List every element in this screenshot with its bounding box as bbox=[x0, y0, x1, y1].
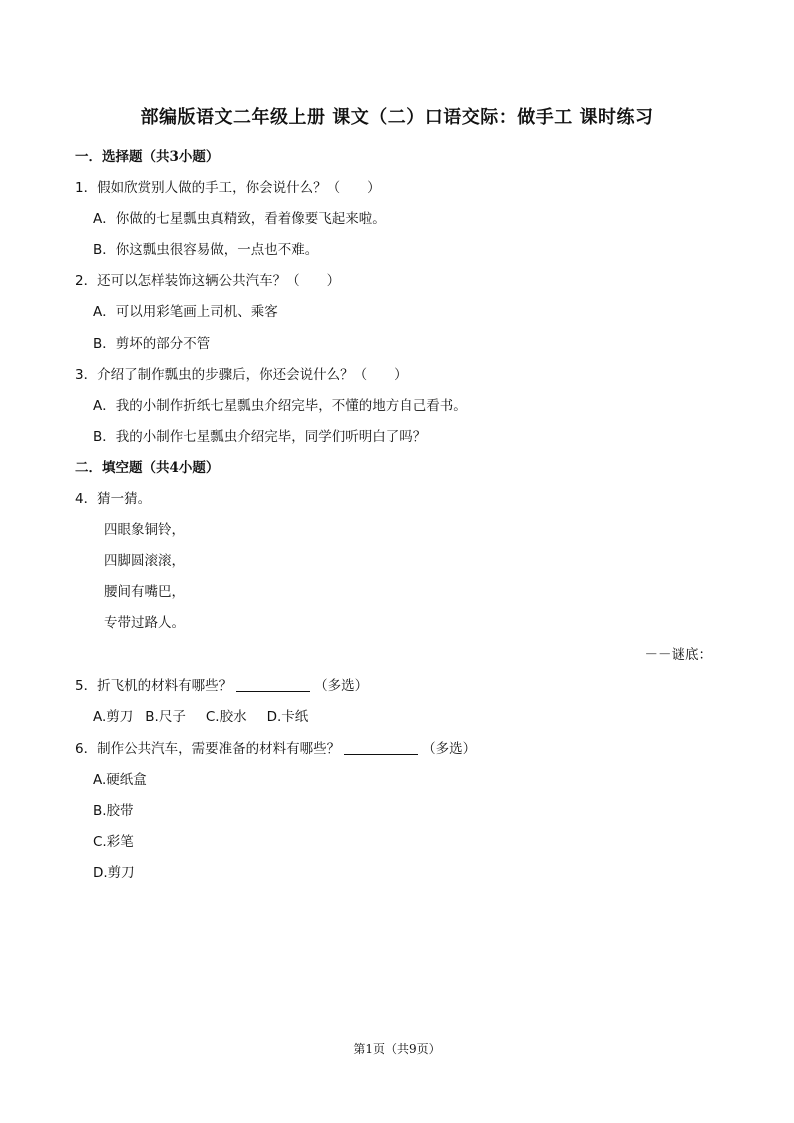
question-3-option-a: A．我的小制作折纸七星瓢虫介绍完毕，不懂的地方自己看书。 bbox=[93, 398, 467, 414]
riddle-line-2: 四脚圆滚滚， bbox=[104, 553, 185, 569]
question-6-option-d: D.剪刀 bbox=[93, 865, 135, 881]
question-2-option-b: B．剪坏的部分不管 bbox=[93, 336, 211, 352]
question-6-option-c: C.彩笔 bbox=[93, 834, 134, 850]
riddle-line-4: 专带过路人。 bbox=[104, 615, 185, 631]
question-6-note: （多选） bbox=[422, 741, 477, 757]
answer-blank[interactable] bbox=[344, 741, 418, 755]
question-2-option-a: A．可以用彩笔画上司机、乘客 bbox=[93, 304, 278, 320]
answer-blank[interactable] bbox=[236, 678, 310, 692]
question-5-option-d: D.卡纸 bbox=[266, 709, 309, 725]
document-title: 部编版语文二年级上册 课文（二）口语交际：做手工 课时练习 bbox=[140, 107, 654, 128]
question-6-option-a: A.硬纸盒 bbox=[93, 772, 147, 788]
question-1-stem: 1．假如欣赏别人做的手工，你会说什么？（ ） bbox=[75, 180, 381, 196]
question-5-options bbox=[93, 705, 308, 725]
riddle-answer-label: －－谜底： bbox=[644, 647, 712, 663]
question-5-note: （多选） bbox=[314, 678, 369, 694]
question-6-option-b: B.胶带 bbox=[93, 803, 134, 819]
page-footer: 第1页（共9页） bbox=[353, 1042, 441, 1056]
section-heading-fill: 二．填空题（共4小题） bbox=[75, 460, 220, 476]
question-5-option-b: B.尺子 bbox=[145, 709, 186, 725]
riddle-line-1: 四眼象铜铃， bbox=[104, 522, 185, 538]
question-1-option-b: B．你这瓢虫很容易做，一点也不难。 bbox=[93, 242, 319, 258]
question-5-stem: 5．折飞机的材料有哪些？ bbox=[75, 678, 233, 694]
question-5-line bbox=[75, 674, 368, 694]
question-6-line bbox=[75, 737, 476, 757]
question-2-stem: 2．还可以怎样装饰这辆公共汽车？（ ） bbox=[75, 273, 341, 289]
question-3-option-b: B．我的小制作七星瓢虫介绍完毕，同学们听明白了吗？ bbox=[93, 429, 427, 445]
question-6-stem: 6．制作公共汽车，需要准备的材料有哪些？ bbox=[75, 741, 341, 757]
section-heading-choice: 一．选择题（共3小题） bbox=[75, 149, 220, 165]
question-3-stem: 3．介绍了制作瓢虫的步骤后，你还会说什么？（ ） bbox=[75, 367, 408, 383]
riddle-line-3: 腰间有嘴巴， bbox=[104, 584, 185, 600]
question-5-option-a: A.剪刀 bbox=[93, 709, 134, 725]
question-5-option-c: C.胶水 bbox=[205, 709, 247, 725]
question-1-option-a: A．你做的七星瓢虫真精致，看着像要飞起来啦。 bbox=[93, 211, 386, 227]
question-4-stem: 4．猜一猜。 bbox=[75, 491, 152, 507]
